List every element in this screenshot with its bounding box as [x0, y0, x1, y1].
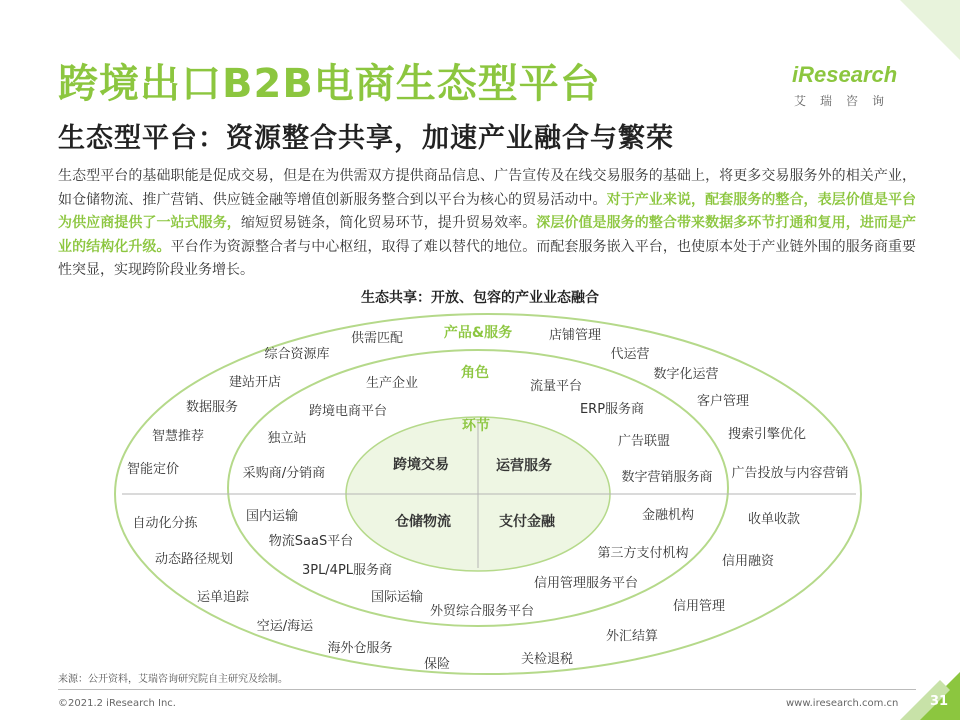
service-item: 关检退税: [520, 652, 574, 667]
service-item: 广告投放与内容营销: [731, 466, 849, 481]
page-subtitle: 生态型平台：资源整合共享，加速产业融合与繁荣: [58, 123, 674, 154]
role-item: ERP服务商: [579, 402, 645, 417]
service-item: 信用管理: [672, 599, 726, 614]
service-item: 建站开店: [228, 375, 282, 390]
service-item: 代运营: [610, 347, 650, 362]
role-item: 广告联盟: [617, 434, 671, 449]
footer-divider: [58, 689, 916, 690]
role-item: 采购商/分销商: [242, 466, 326, 481]
body-text-3: 平台作为资源整合者与中心枢纽，取得了难以替代的地位。而配套服务嵌入平台，也使原本处于产业链外围的服务商重要性突显，实现跨阶段业务增长。: [58, 238, 917, 278]
service-item: 信用融资: [721, 554, 775, 569]
service-item: 综合资源库: [264, 347, 330, 362]
service-item: 搜索引擎优化: [727, 427, 807, 442]
footer-url: www.iresearch.com.cn: [786, 698, 899, 709]
page-number: 31: [930, 694, 949, 709]
core-item: 仓储物流: [395, 514, 451, 530]
service-item: 数据服务: [185, 400, 239, 415]
role-item: 生产企业: [365, 376, 419, 391]
role-item: 第三方支付机构: [597, 546, 689, 561]
body-highlight-2: 深层价值是服务的整合带来数据多环节打通和复用，进而是产业的结构化升级。: [58, 215, 917, 255]
service-item: 供需匹配: [350, 331, 404, 346]
core-item: 运营服务: [496, 458, 552, 474]
service-item: 收单收款: [747, 512, 801, 527]
body-highlight-1: 对于产业来说，配套服务的整合，表层价值是平台为供应商提供了一站式服务，: [58, 191, 917, 231]
service-item: 店铺管理: [548, 328, 602, 343]
service-item: 数字化运营: [653, 367, 719, 382]
role-item: 金融机构: [641, 508, 695, 523]
page-title: 跨境出口B2B电商生态型平台: [58, 61, 601, 107]
core-item: 跨境交易: [393, 457, 449, 473]
role-item: 3PL/4PL服务商: [301, 563, 393, 578]
ring-label-links: 环节: [462, 418, 490, 434]
role-item: 国际运输: [370, 590, 424, 605]
service-item: 客户管理: [696, 394, 750, 409]
service-item: 智慧推荐: [151, 429, 205, 444]
role-item: 国内运输: [245, 509, 299, 524]
ring-label-products-services: 产品&服务: [443, 325, 513, 341]
service-item: 智能定价: [126, 462, 180, 477]
role-item: 信用管理服务平台: [533, 576, 639, 591]
source-note: 来源：公开资料，艾瑞咨询研究院自主研究及绘制。: [58, 674, 288, 685]
service-item: 运单追踪: [196, 590, 250, 605]
logo-cn: 艾瑞咨询: [794, 94, 899, 108]
service-item: 海外仓服务: [327, 641, 393, 656]
role-item: 外贸综合服务平台: [429, 604, 535, 619]
role-item: 独立站: [267, 431, 307, 446]
service-item: 外汇结算: [605, 629, 659, 644]
core-item: 支付金融: [499, 514, 555, 530]
logo-brand: iResearch: [792, 62, 898, 87]
role-item: 流量平台: [529, 379, 583, 394]
copyright: ©2021.2 iResearch Inc.: [58, 698, 176, 709]
role-item: 跨境电商平台: [308, 404, 388, 419]
role-item: 物流SaaS平台: [268, 534, 354, 549]
body-text-2: 缩短贸易链条，简化贸易环节，提升贸易效率。: [240, 215, 537, 231]
service-item: 自动化分拣: [132, 516, 198, 531]
service-item: 空运/海运: [256, 619, 314, 634]
body-text-1: 生态型平台的基础职能是促成交易，但是在为供需双方提供商品信息、广告宣传及在线交易服务的基础上，将更多交易服务外的相关产业，如仓储物流、推广营销、供应链金融等增值创新服务整合到以平台为核心的贸易活动中。: [58, 168, 916, 208]
service-item: 保险: [423, 657, 451, 672]
role-item: 数字营销服务商: [621, 470, 713, 485]
diagram-title: 生态共享：开放、包容的产业业态融合: [361, 290, 599, 306]
ring-label-roles: 角色: [461, 365, 489, 381]
service-item: 动态路径规划: [154, 552, 234, 567]
